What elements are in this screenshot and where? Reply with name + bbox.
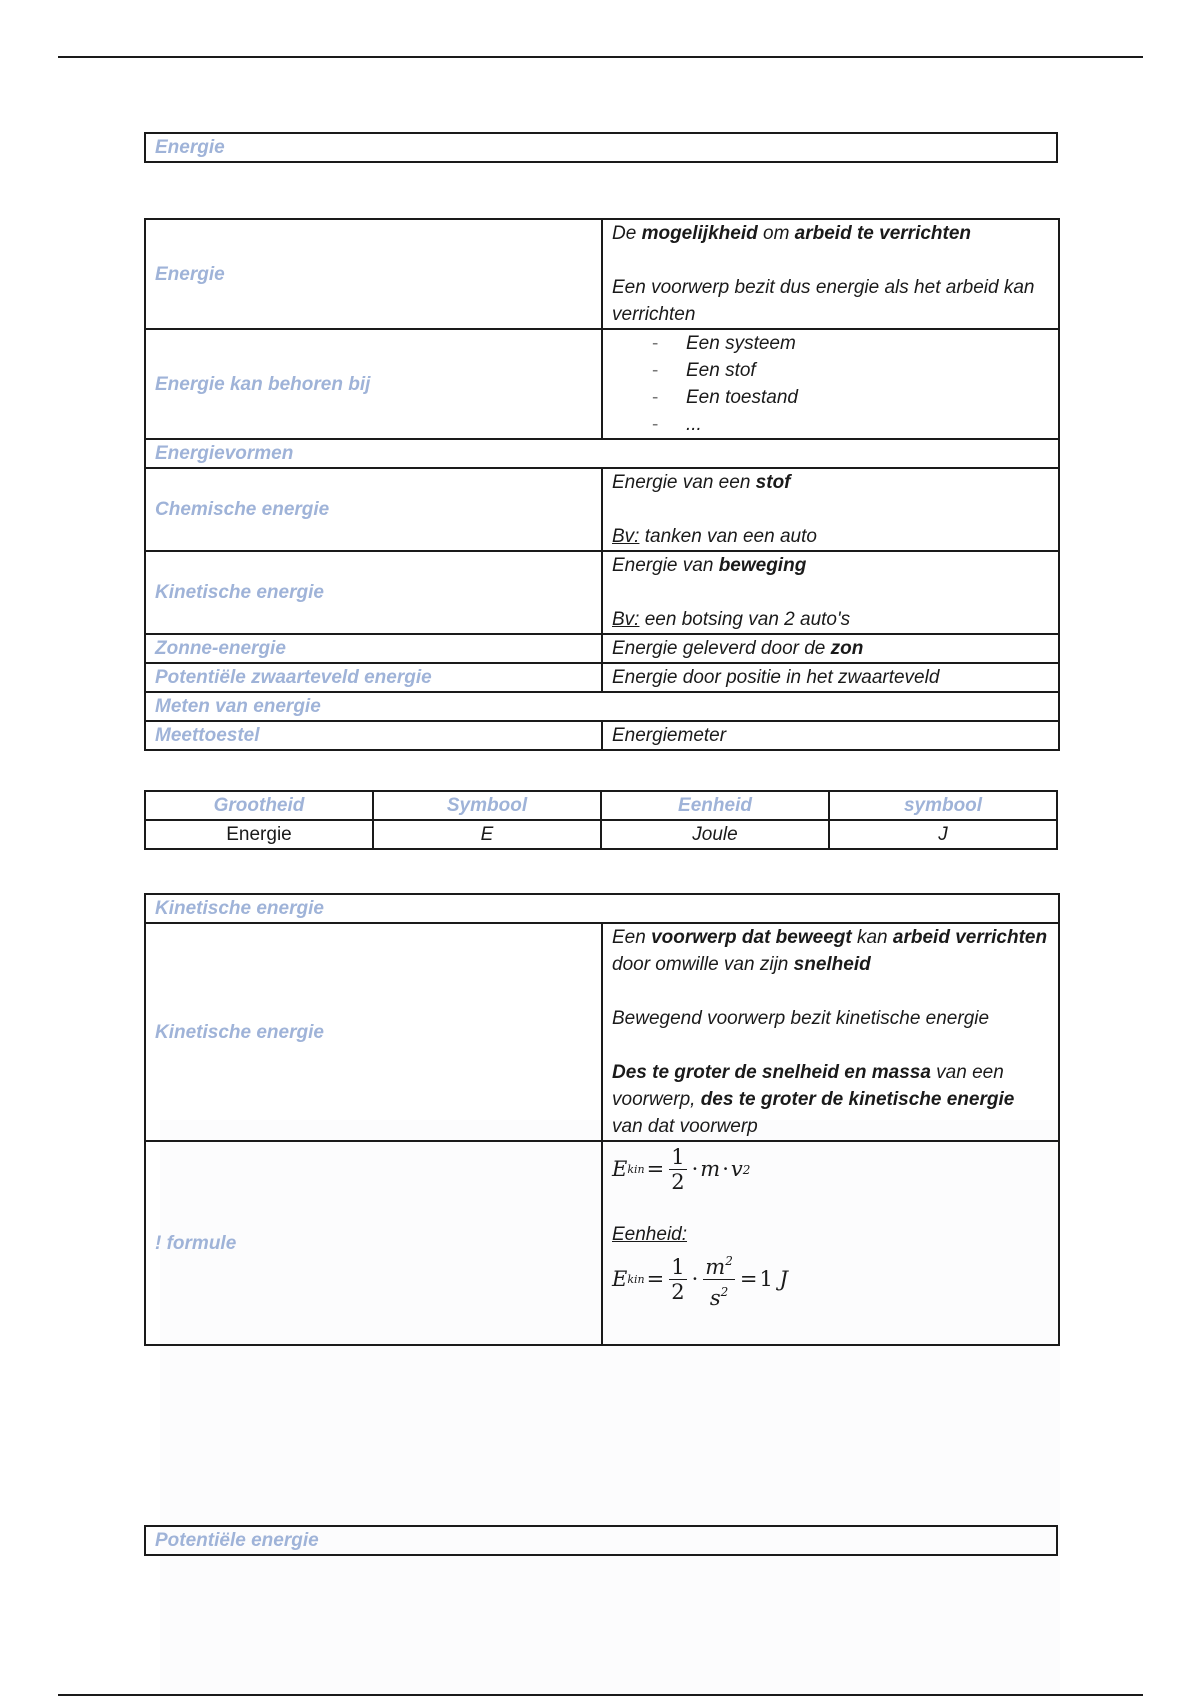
row-meten-header [145, 692, 1059, 721]
kinetisch-definition: Energie van beweging Bv: een botsing van 2 auto's [602, 551, 1059, 634]
list-item: - Een stof [652, 357, 1049, 384]
behoren-list-cell [602, 329, 1059, 439]
potential-box-label: Potentiële energie [145, 1526, 1057, 1555]
list-item: - Een toestand [652, 384, 1049, 411]
kinetic-formula-row [145, 1141, 1059, 1345]
list-item: - Een systeem [652, 330, 1049, 357]
potential-box [144, 1525, 1058, 1556]
potentieel-definition: Energie door positie in het zwaarteveld [602, 663, 1059, 692]
zonne-label: Zonne-energie [145, 634, 602, 663]
meettoestel-label: Meettoestel [145, 721, 602, 750]
definition-table [144, 218, 1060, 751]
row-zonne [145, 634, 1059, 663]
eenheid-label: Eenheid: [612, 1224, 688, 1245]
title-box [144, 132, 1058, 163]
potentieel-label: Potentiële zwaarteveld energie [145, 663, 602, 692]
units-header-row [145, 791, 1057, 820]
energie-label: Energie [145, 219, 602, 329]
formula-kinetic-energy: E kin = $\frac{1}{2}$ · m · v 2 [612, 1145, 751, 1194]
behoren-list [612, 330, 1049, 438]
row-potentieel [145, 663, 1059, 692]
title-box-label: Energie [145, 133, 1057, 162]
units-table [144, 790, 1058, 850]
kinetic-def-label: Kinetische energie [145, 923, 602, 1141]
value-grootheid: Energie [145, 820, 373, 849]
header-grootheid: Grootheid [145, 791, 373, 820]
row-vormen-header [145, 439, 1059, 468]
formula-unit-derivation: E kin = $\frac{1}{2}$ · $\frac{m^2}{s^2}$ = 1 J [612, 1250, 788, 1309]
value-eenheid: Joule [601, 820, 829, 849]
row-energie [145, 219, 1059, 329]
kinetic-header-row [145, 894, 1059, 923]
value-symbool-unit: J [829, 820, 1057, 849]
energie-definition: De mogelijkheid om arbeid te verrichten Een voorwerp bezit dus energie als het arbeid kan verrichten [602, 219, 1059, 329]
kinetic-definition: Een voorwerp dat beweegt kan arbeid verrichten door omwille van zijn snelheid Bewegend voorwerp bezit kinetische energie Des te groter de snelheid en massa van een voorwerp, des te groter de kinetische energie van dat voorwerp [602, 923, 1059, 1141]
kinetic-table [144, 893, 1060, 1346]
chemisch-label: Chemische energie [145, 468, 602, 551]
meten-header: Meten van energie [145, 692, 1059, 721]
value-symbool: E [373, 820, 601, 849]
kinetic-def-row [145, 923, 1059, 1141]
behoren-label: Energie kan behoren bij [145, 329, 602, 439]
kinetisch-label: Kinetische energie [145, 551, 602, 634]
energievormen-header: Energievormen [145, 439, 1059, 468]
formula-label: ! formule [145, 1141, 602, 1345]
kinetic-header: Kinetische energie [145, 894, 1059, 923]
chemisch-definition: Energie van een stof Bv: tanken van een auto [602, 468, 1059, 551]
row-kinetisch [145, 551, 1059, 634]
header-eenheid: Eenheid [601, 791, 829, 820]
zonne-definition: Energie geleverd door de zon [602, 634, 1059, 663]
footer-rule [58, 1694, 1143, 1696]
header-symbool: Symbool [373, 791, 601, 820]
units-value-row [145, 820, 1057, 849]
row-behoren [145, 329, 1059, 439]
formula-cell [602, 1141, 1059, 1345]
header-rule [58, 56, 1143, 58]
header-symbool-unit: symbool [829, 791, 1057, 820]
row-chemisch [145, 468, 1059, 551]
meettoestel-value: Energiemeter [602, 721, 1059, 750]
list-item: - ... [652, 411, 1049, 438]
row-meettoestel [145, 721, 1059, 750]
